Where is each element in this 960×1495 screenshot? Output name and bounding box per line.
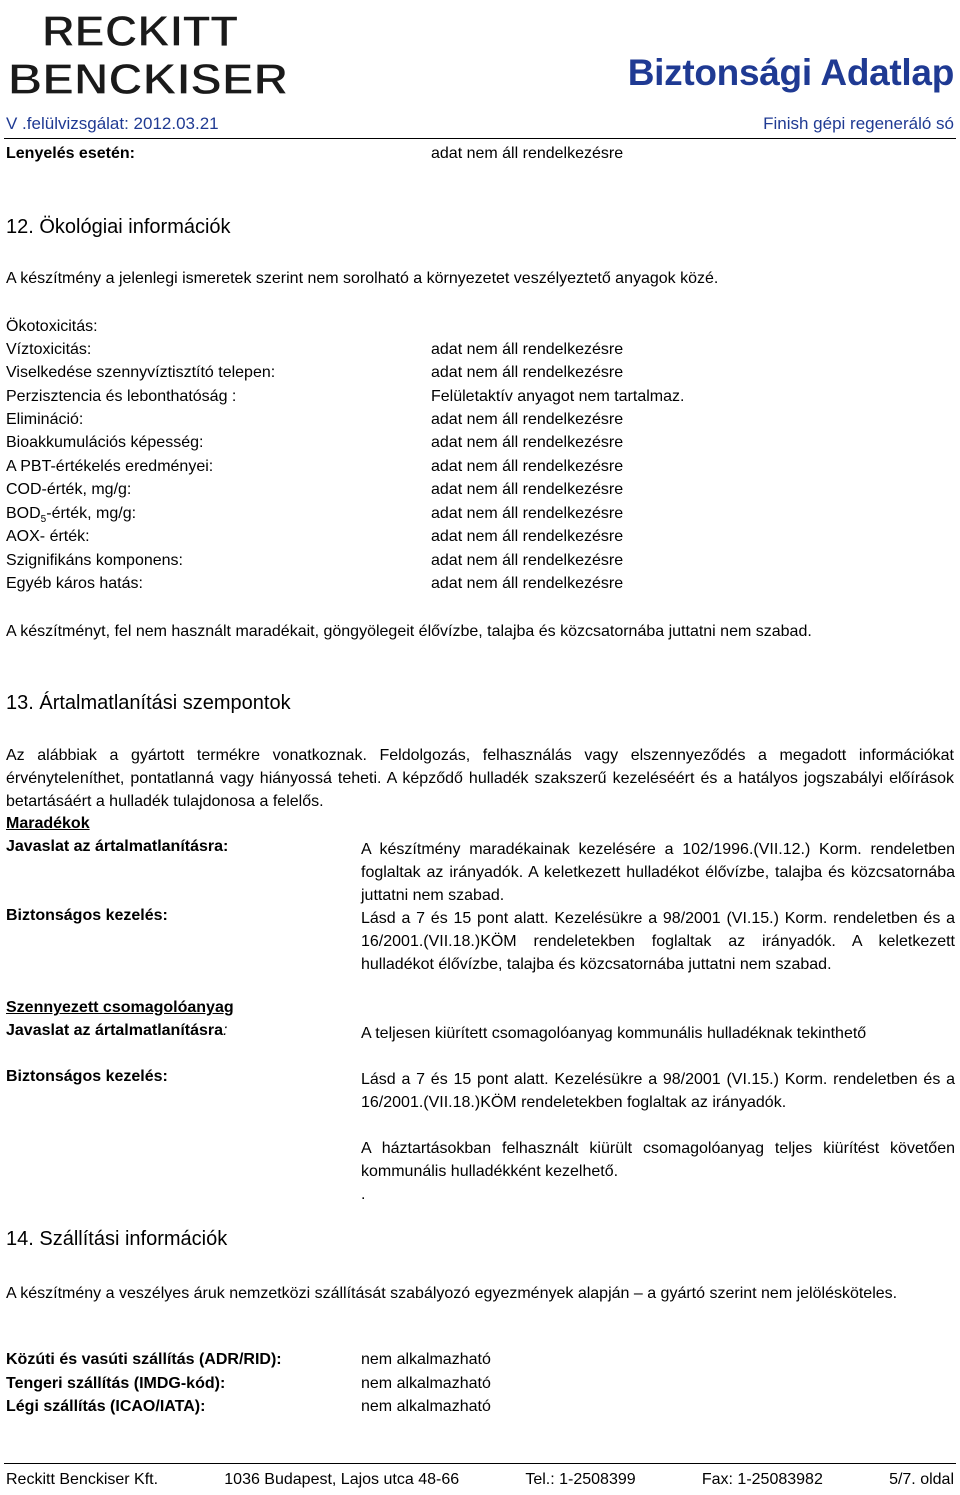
section-13-intro: Az alábbiak a gyártott termékre vonatkoznak. Feldolgozás, felhasználás vagy elszennyeződés a megadott információkat érvényteleníthet, pontatlanná vagy hiányossá teheti. A képződő hulladék szakszerű kezeléséért és a hatályos jogszabályi előírások betartásáért a hulladék tulajdonosa a felelős. bbox=[6, 747, 954, 810]
section-13-heading: 13. Ártalmatlanítási szempontok bbox=[6, 692, 291, 714]
footer-divider bbox=[4, 1463, 956, 1464]
pkg-disposal-label bbox=[6, 1022, 227, 1040]
bod-label-sub: 5 bbox=[40, 514, 47, 526]
section-12-intro: A készítmény a jelenlegi ismeretek szerint nem sorolható a környezetet veszélyeztető anyagok közé. bbox=[6, 270, 719, 287]
transport-row-value: nem alkalmazható bbox=[361, 1375, 491, 1392]
eco-row-value: adat nem áll rendelkezésre bbox=[431, 341, 624, 358]
pkg-disposal-colon: : bbox=[223, 1022, 228, 1039]
eco-row-value: adat nem áll rendelkezésre bbox=[431, 364, 624, 381]
eco-row-label: Víztoxicitás: bbox=[6, 341, 92, 358]
eco-row-label: Egyéb káros hatás: bbox=[6, 575, 143, 592]
reckitt-benckiser-logo bbox=[4, 4, 294, 100]
eco-row-label bbox=[6, 505, 136, 525]
eco-row-value: adat nem áll rendelkezésre bbox=[431, 481, 624, 498]
logo-line1: RECKITT bbox=[42, 7, 239, 56]
document-title: Biztonsági Adatlap bbox=[627, 52, 954, 93]
section-12-heading: 12. Ökológiai információk bbox=[6, 216, 231, 238]
eco-row-value: Felületaktív anyagot nem tartalmaz. bbox=[431, 388, 685, 405]
footer-address: 1036 Budapest, Lajos utca 48-66 bbox=[224, 1471, 460, 1488]
ingestion-value: adat nem áll rendelkezésre bbox=[431, 145, 624, 162]
ecotox-label: Ökotoxicitás: bbox=[6, 318, 98, 335]
eco-row-value: adat nem áll rendelkezésre bbox=[431, 411, 624, 428]
section-14-heading: 14. Szállítási információk bbox=[6, 1228, 228, 1250]
disposal-label: Javaslat az ártalmatlanításra: bbox=[6, 838, 229, 855]
eco-row-value: adat nem áll rendelkezésre bbox=[431, 505, 624, 522]
packaging-heading: Szennyezett csomagolóanyag bbox=[6, 999, 234, 1016]
transport-row-value: nem alkalmazható bbox=[361, 1398, 491, 1415]
disposal-text: A készítmény maradékainak kezelésére a 102/1996.(VII.12.) Korm. rendeletben foglaltak az irányadók. A keletkezett hulladékot élővízbe, talajba és közcsatornába juttatni nem szabad. bbox=[361, 841, 955, 904]
transport-row-label: Légi szállítás (ICAO/IATA): bbox=[6, 1398, 206, 1415]
pkg-safe-text-3: . bbox=[361, 1186, 366, 1203]
bod-label-pre: BOD bbox=[6, 505, 41, 522]
pkg-safe-text-2: A háztartásokban felhasznált kiürült csomagolóanyag teljes kiürítést követően kommunális hulladékként kezelhető. bbox=[361, 1140, 955, 1180]
eco-row-value: adat nem áll rendelkezésre bbox=[431, 552, 624, 569]
pkg-safe-label: Biztonságos kezelés: bbox=[6, 1068, 168, 1085]
footer-company: Reckitt Benckiser Kft. bbox=[6, 1471, 159, 1488]
eco-row-label: Perzisztencia és lebonthatóság : bbox=[6, 388, 237, 405]
eco-row-value: adat nem áll rendelkezésre bbox=[431, 528, 624, 545]
section-12-warning: A készítményt, fel nem használt maradékait, göngyölegeit élővízbe, talajba és közcsatornába juttatni nem szabad. bbox=[6, 623, 812, 640]
eco-row-value: adat nem áll rendelkezésre bbox=[431, 434, 624, 451]
section-14-intro: A készítmény a veszélyes áruk nemzetközi szállítását szabályozó egyezmények alapján – a gyártó szerint nem jelölésköteles. bbox=[6, 1285, 898, 1302]
pkg-safe-text: Lásd a 7 és 15 pont alatt. Kezelésükre a 98/2001 (VI.15.) Korm. rendeletben és a 16/2001.(VII.18.)KÖM rendeletekben foglaltak az irányadók. bbox=[361, 1071, 955, 1111]
transport-row-value: nem alkalmazható bbox=[361, 1351, 491, 1368]
eco-row-value: adat nem áll rendelkezésre bbox=[431, 458, 624, 475]
eco-row-value: adat nem áll rendelkezésre bbox=[431, 575, 624, 592]
pkg-disposal-label-text: Javaslat az ártalmatlanításra bbox=[6, 1022, 224, 1039]
transport-row-label: Tengeri szállítás (IMDG-kód): bbox=[6, 1375, 226, 1392]
eco-row-label: AOX- érték: bbox=[6, 528, 90, 545]
eco-row-label: Viselkedése szennyvíztisztító telepen: bbox=[6, 364, 276, 381]
product-name: Finish gépi regeneráló só bbox=[763, 114, 954, 133]
eco-row-label: A PBT-értékelés eredményei: bbox=[6, 458, 214, 475]
ingestion-label: Lenyelés esetén: bbox=[6, 145, 135, 162]
pkg-disposal-text: A teljesen kiürített csomagolóanyag kommunális hulladéknak tekinthető bbox=[361, 1025, 867, 1042]
eco-row-label: Elimináció: bbox=[6, 411, 84, 428]
safe-handling-label: Biztonságos kezelés: bbox=[6, 907, 168, 924]
eco-row-label: Szignifikáns komponens: bbox=[6, 552, 183, 569]
footer-page: 5/7. oldal bbox=[889, 1471, 954, 1488]
transport-row-label: Közúti és vasúti szállítás (ADR/RID): bbox=[6, 1351, 282, 1368]
footer-phone: Tel.: 1-2508399 bbox=[525, 1471, 636, 1488]
footer-fax: Fax: 1-25083982 bbox=[701, 1471, 823, 1488]
eco-row-label: COD-érték, mg/g: bbox=[6, 481, 132, 498]
eco-row-label: Bioakkumulációs képesség: bbox=[6, 434, 204, 451]
header-divider bbox=[4, 138, 956, 139]
revision-date: V .felülvizsgálat: 2012.03.21 bbox=[6, 114, 219, 133]
footer bbox=[6, 1471, 954, 1489]
residues-heading: Maradékok bbox=[6, 815, 90, 832]
safe-handling-text: Lásd a 7 és 15 pont alatt. Kezelésükre a 98/2001 (VI.15.) Korm. rendeletben és a 16/2001.(VII.18.)KÖM rendeletekben foglaltak az irányadók. A keletkezett hulladékot élővízbe, talajba és közcsatornába juttatni nem szabad. bbox=[361, 910, 955, 973]
logo-line2: BENCKISER bbox=[8, 55, 288, 100]
bod-label-post: -érték, mg/g: bbox=[46, 505, 137, 522]
